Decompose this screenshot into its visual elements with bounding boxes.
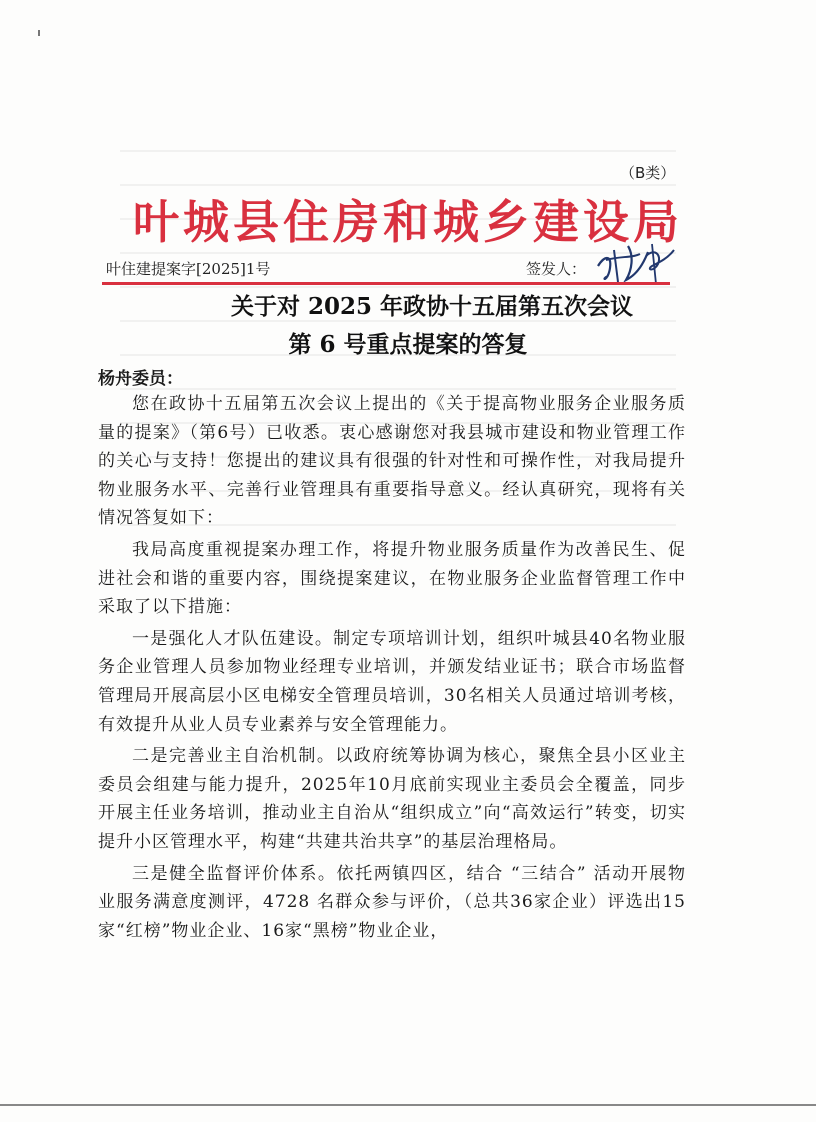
paragraph-measure-3: 三是健全监督评价体系。依托两镇四区，结合 “三结合” 活动开展物业服务满意度测评，4728 名群众参与评价，（总共36家企业）评选出15家“红榜”物业企业、16家“黑榜”物业企业， (98, 863, 686, 941)
org-title: 叶城县住房和城乡建设局 (133, 195, 683, 249)
reply-title-line1: 关于对 2025 年政协十五届第五次会议 (230, 293, 634, 320)
salutation: 杨舟委员： (98, 369, 183, 389)
body-text (98, 390, 686, 948)
paragraph-acknowledgement: 您在政协十五届第五次会议上提出的《关于提高物业服务企业服务质量的提案》（第6号）已收悉。衷心感谢您对我县城市建设和物业管理工作的关心与支持！您提出的建议具有很强的针对性和可操作性，对我局提升物业服务水平、完善行业管理具有重要指导意义。经认真研究，现将有关情况答复如下： (98, 394, 686, 529)
category-label: （B类） (620, 164, 676, 182)
doc-number: 叶住建提案字[2025]1号 (106, 260, 271, 278)
paragraph-overview: 我局高度重视提案办理工作，将提升物业服务质量作为改善民生、促进社会和谐的重要内容，围绕提案建议，在物业服务企业监督管理工作中采取了以下措施： (98, 539, 686, 618)
paragraph-measure-2: 二是完善业主自治机制。以政府统筹协调为核心，聚焦全县小区业主委员会组建与能力提升，2025年10月底前实现业主委员会全覆盖，同步开展主任业务培训，推动业主自治从“组织成立”向“高效运行”转变，切实提升小区管理水平，构建“共建共治共享”的基层治理格局。 (98, 746, 686, 852)
scan-speck (38, 30, 40, 36)
page-bottom-edge (0, 1104, 816, 1106)
signer-label: 签发人： (526, 260, 587, 278)
reply-title-line2: 第 6 号重点提案的答复 (288, 331, 528, 358)
paragraph-measure-1: 一是强化人才队伍建设。制定专项培训计划，组织叶城县40名物业服务企业管理人员参加物业经理专业培训，并颁发结业证书；联合市场监督管理局开展高层小区电梯安全管理员培训，30名相关人员通过培训考核，有效提升从业人员专业素养与安全管理能力。 (98, 628, 686, 735)
handwritten-signature (588, 236, 680, 288)
red-separator-line (102, 282, 670, 285)
